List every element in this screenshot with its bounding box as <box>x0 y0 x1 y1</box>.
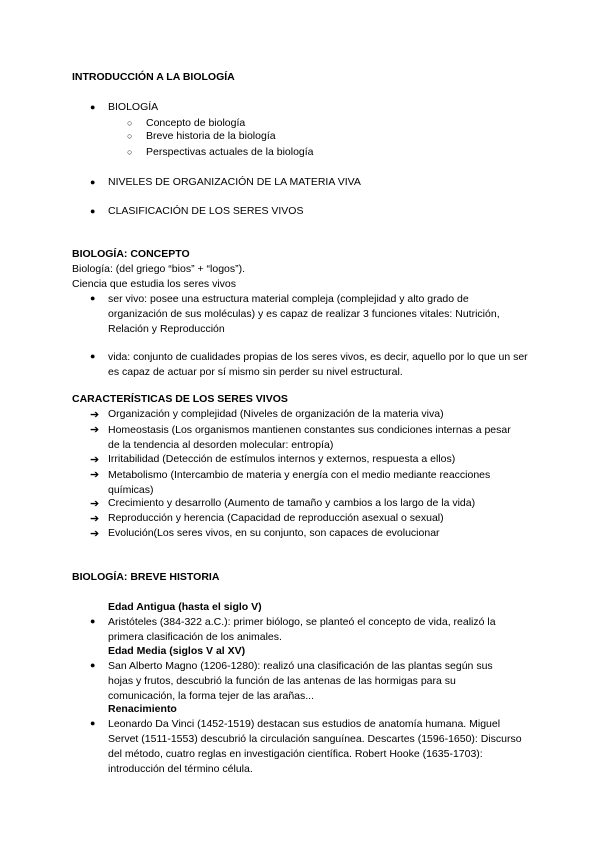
concepto-line: Biología: (del griego “bios” + “logos”). <box>72 263 246 275</box>
bullet-icon: ● <box>90 102 96 112</box>
toc-sub-item: Perspectivas actuales de la biología <box>146 146 314 158</box>
bullet-icon: ● <box>90 177 96 187</box>
toc-item-clasificacion: CLASIFICACIÓN DE LOS SERES VIVOS <box>108 205 304 217</box>
arrow-icon: ➔ <box>90 424 100 436</box>
bullet-icon: ● <box>90 616 96 626</box>
arrow-icon: ➔ <box>90 513 100 525</box>
era-title-media: Edad Media (siglos V al XV) <box>108 645 246 657</box>
toc-sub-item: Breve historia de la biología <box>146 130 276 142</box>
circle-bullet-icon: ○ <box>127 147 133 157</box>
list-item: Crecimiento y desarrollo (Aumento de tamaño y cambios a los largo de la vida) <box>108 497 476 509</box>
list-item: Organización y complejidad (Niveles de organización de la materia viva) <box>108 408 444 420</box>
list-item: Irritabilidad (Detección de estímulos internos y externos, respuesta a ellos) <box>108 453 456 465</box>
list-item: Evolución(Los seres vivos, en su conjunto, son capaces de evolucionar <box>108 527 440 539</box>
section-heading-historia: BIOLOGÍA: BREVE HISTORIA <box>72 571 220 583</box>
bullet-icon: ● <box>90 718 96 728</box>
era-text-media: San Alberto Magno (1206-1280): realizó una clasificación de las plantas según sus hojas y frutos, descubrió la función de las antenas de las hormigas para su comunicación, la forma tejer de las arañas... <box>108 660 493 702</box>
toc-sub-item: Concepto de biología <box>146 117 246 129</box>
circle-bullet-icon: ○ <box>127 118 133 128</box>
arrow-icon: ➔ <box>90 469 100 481</box>
concepto-bullet-ser-vivo: ser vivo: posee una estructura material compleja (complejidad y alto grado de organización de sus moléculas) y es capaz de realizar 3 funciones vitales: Nutrición, Relación y Reproducción <box>108 293 500 335</box>
page-title: INTRODUCCIÓN A LA BIOLOGÍA <box>72 71 235 83</box>
arrow-icon: ➔ <box>90 409 100 421</box>
list-item: Reproducción y herencia (Capacidad de reproducción asexual o sexual) <box>108 512 444 524</box>
list-item: Homeostasis (Los organismos mantienen constantes sus condiciones internas a pesar de la tendencia al desorden molecular: entropía) <box>108 424 511 451</box>
arrow-icon: ➔ <box>90 498 100 510</box>
circle-bullet-icon: ○ <box>127 131 133 141</box>
section-heading-caracteristicas: CARACTERÍSTICAS DE LOS SERES VIVOS <box>72 393 288 405</box>
toc-item-biologia: BIOLOGÍA <box>108 101 159 113</box>
bullet-icon: ● <box>90 351 96 361</box>
concepto-bullet-vida: vida: conjunto de cualidades propias de los seres vivos, es decir, aquello por lo que un ser es capaz de actuar por sí mismo sin perder su nivel estructural. <box>108 351 528 378</box>
section-heading-concepto: BIOLOGÍA: CONCEPTO <box>72 248 190 260</box>
list-item: Metabolismo (Intercambio de materia y energía con el medio mediante reacciones químicas) <box>108 469 491 496</box>
era-title-renacimiento: Renacimiento <box>108 703 177 715</box>
bullet-icon: ● <box>90 660 96 670</box>
arrow-icon: ➔ <box>90 454 100 466</box>
era-text-antigua: Aristóteles (384-322 a.C.): primer biólogo, se planteó el concepto de vida, realizó la primera clasificación de los animales. <box>108 616 496 643</box>
arrow-icon: ➔ <box>90 528 100 540</box>
era-title-antigua: Edad Antigua (hasta el siglo V) <box>108 601 262 613</box>
toc-item-niveles: NIVELES DE ORGANIZACIÓN DE LA MATERIA VIVA <box>108 176 361 188</box>
bullet-icon: ● <box>90 206 96 216</box>
era-text-renacimiento: Leonardo Da Vinci (1452-1519) destacan sus estudios de anatomía humana. Miguel Servet (1511-1553) descubrió la circulación sanguínea. Descartes (1596-1650): Discurso del método, cuatro reglas en investigación científica. Robert Hooke (1635-1703): introducción del término célula. <box>108 718 522 775</box>
concepto-line: Ciencia que estudia los seres vivos <box>72 278 237 290</box>
bullet-icon: ● <box>90 293 96 303</box>
